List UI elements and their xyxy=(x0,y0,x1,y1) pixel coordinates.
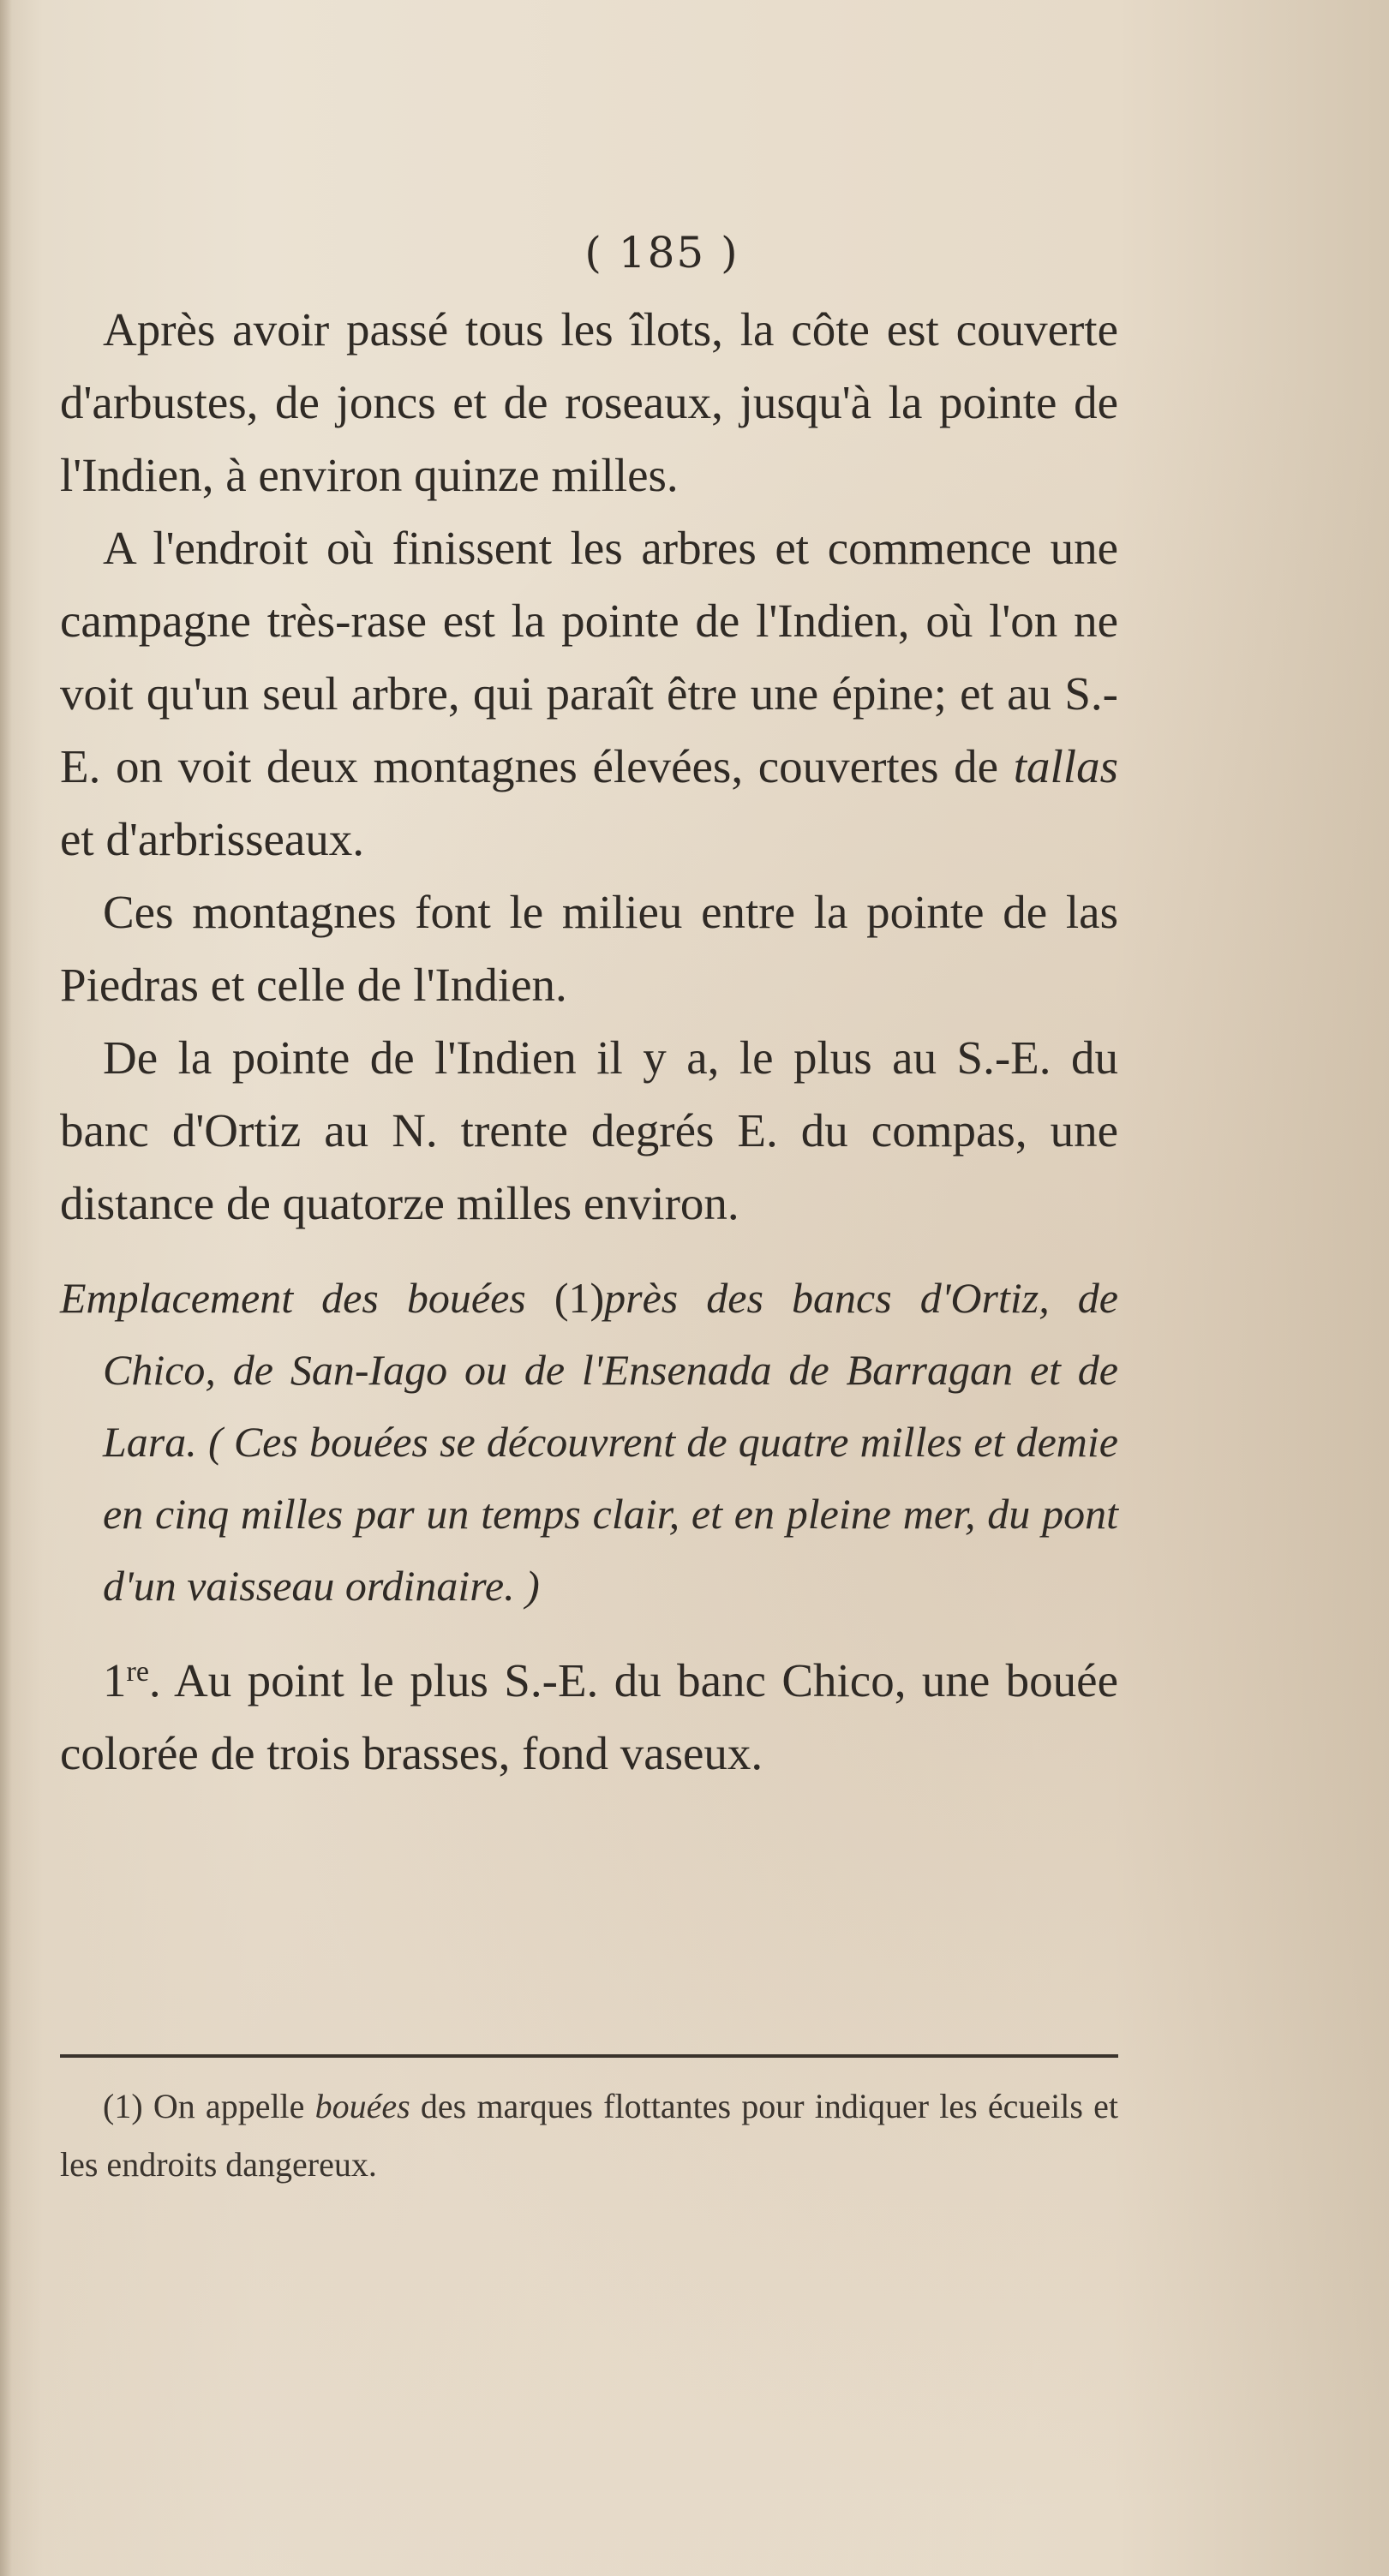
page-number: ( 185 ) xyxy=(584,228,739,278)
section-heading-b: près des bancs d'Ortiz, de Chico, de San-Iago ou de l'Ensenada de Barragan et de Lara. ( Ces bouées se découvrent de quatre milles et demie en cinq milles par un temps clair, et en pleine mer, du pont d'un vaisseau ordinaire. ) xyxy=(103,1274,1118,1610)
buoy-item-1 xyxy=(60,1644,1118,1790)
paragraph-2-italic: tallas xyxy=(1013,740,1118,792)
paragraph-2-text-b: et d'arbrisseaux. xyxy=(60,813,365,865)
main-text xyxy=(60,228,1118,1790)
item-text: . Au point le plus S.-E. du banc Chico, une bouée colorée de trois brasses, fond vaseux. xyxy=(60,1654,1118,1779)
footnote-italic: bouées xyxy=(314,2087,410,2125)
footnote-text: des marques flottantes pour indiquer les écueils et les endroits dangereux. xyxy=(60,2087,1119,2184)
section-heading-a: Emplacement des bouées xyxy=(60,1274,554,1322)
footnote xyxy=(60,2077,1118,2194)
paragraph-1: Après avoir passé tous les îlots, la côte est couverte d'arbustes, de joncs et de roseaux, jusqu'à la pointe de l'Indien, à environ quinze milles. xyxy=(60,303,1118,501)
item-ordinal: 1 xyxy=(103,1654,127,1706)
paragraph-2-text-a: A l'endroit où finissent les arbres et commence une campagne très-rase est la pointe de l'Indien, où l'on ne voit qu'un seul arbre, qui paraît être une épine; et au S.-E. on voit deux montagnes élevées, couvertes de xyxy=(60,522,1118,792)
footnote-reference: (1) xyxy=(554,1274,605,1322)
footnote-rule xyxy=(60,2054,1118,2058)
item-ordinal-suffix: re xyxy=(126,1656,149,1688)
paragraph-2 xyxy=(60,511,1118,876)
section-heading xyxy=(60,1262,1118,1622)
paragraph-4: De la pointe de l'Indien il y a, le plus au S.-E. du banc d'Ortiz au N. trente degrés E. du compas, une distance de quatorze milles environ. xyxy=(60,1031,1118,1229)
page-spine-shadow xyxy=(0,0,12,2576)
paragraph-3: Ces montagnes font le milieu entre la pointe de las Piedras et celle de l'Indien. xyxy=(60,886,1118,1011)
footnote-marker: (1) On appelle xyxy=(103,2087,315,2125)
